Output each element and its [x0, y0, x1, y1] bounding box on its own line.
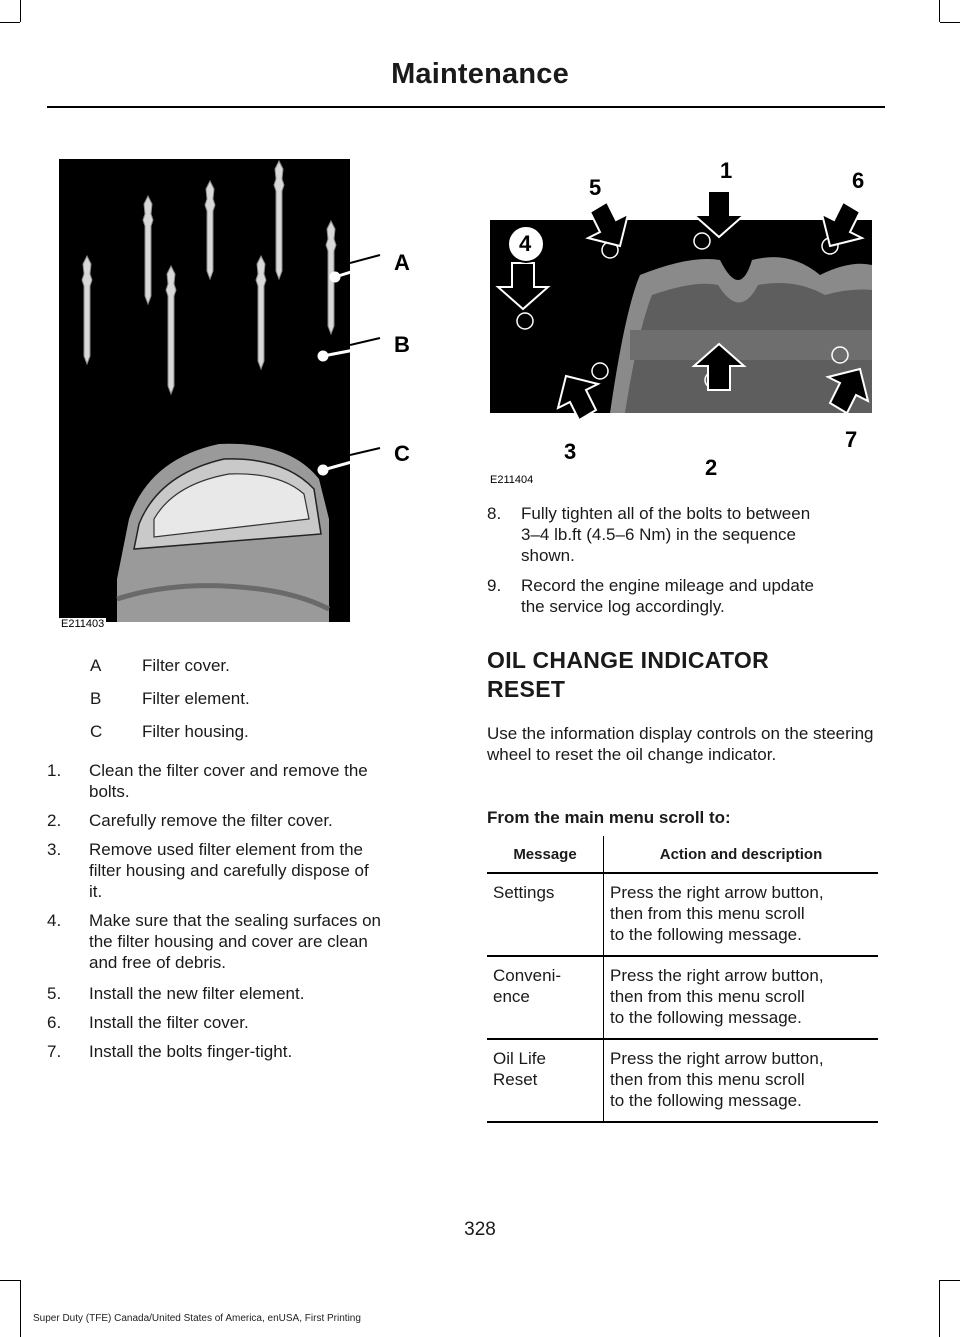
callout-4: 4: [519, 231, 532, 256]
arrow-4-icon: [498, 263, 548, 309]
arrow-3-icon: [558, 376, 598, 422]
section-title-line1: OIL CHANGE INDICATOR: [487, 647, 770, 673]
table-cell-action: Press the right arrow button, then from this menu scroll to the following message.: [604, 956, 879, 1039]
table-header-row: [487, 836, 878, 873]
step-number: 4.: [47, 911, 62, 930]
page-number: 328: [464, 1219, 496, 1240]
step-number: 6.: [47, 1013, 62, 1032]
table-row: [487, 1039, 878, 1122]
figure-code: E211403: [61, 618, 105, 630]
section-title-line2: RESET: [487, 676, 566, 702]
table-cell-action: Press the right arrow button, then from this menu scroll to the following message.: [604, 873, 879, 956]
table-cell-message: Conveni- ence: [487, 956, 604, 1039]
step-line: shown.: [521, 546, 575, 565]
step-number: 3.: [47, 840, 62, 859]
bolt-group: [82, 161, 336, 394]
step-line: Make sure that the sealing surfaces on: [89, 911, 381, 930]
step-line: Clean the filter cover and remove the: [89, 761, 368, 780]
step-line: Fully tighten all of the bolts to between: [521, 504, 811, 523]
step-number: 8.: [487, 504, 502, 523]
air-filter-illustration: [59, 159, 350, 622]
step-number: 1.: [47, 761, 62, 780]
section-subhead: From the main menu scroll to:: [487, 808, 731, 827]
legend-text: Filter cover.: [142, 656, 230, 675]
step-line: filter housing and carefully dispose of: [89, 861, 369, 880]
step-line: Install the bolts finger-tight.: [89, 1042, 293, 1061]
step-line: and free of debris.: [89, 953, 227, 972]
arrow-1-icon: [694, 191, 744, 237]
step-line: Carefully remove the filter cover.: [89, 811, 333, 830]
callout-a: A: [394, 250, 410, 275]
step-number: 5.: [47, 984, 62, 1003]
step-line: Remove used filter element from the: [89, 840, 364, 859]
step-line: Record the engine mileage and update: [521, 576, 814, 595]
crop-mark: [20, 1280, 21, 1337]
crop-mark: [0, 1280, 20, 1281]
table-header-action: Action and description: [604, 836, 879, 873]
crop-mark: [0, 22, 20, 23]
callout-6: 6: [852, 168, 865, 193]
table-cell-action: Press the right arrow button, then from this menu scroll to the following message.: [604, 1039, 879, 1122]
section-intro: Use the information display controls on the steering wheel to reset the oil change indicator.: [487, 724, 874, 764]
arrow-5-icon: [588, 200, 628, 246]
crop-mark: [20, 0, 21, 22]
crop-mark: [939, 1280, 940, 1337]
callout-c: C: [394, 441, 410, 466]
leader-extensions: [350, 250, 390, 470]
legend-key: A: [90, 656, 102, 675]
table-row: [487, 873, 878, 956]
step-number: 7.: [47, 1042, 62, 1061]
step-line: Install the new filter element.: [89, 984, 305, 1003]
step-line: the service log accordingly.: [521, 597, 725, 616]
step-line: it.: [89, 882, 103, 901]
legend-text: Filter housing.: [142, 722, 249, 741]
callout-b: B: [394, 332, 410, 357]
table-cell-message: Settings: [487, 873, 604, 956]
header-divider: [47, 106, 885, 108]
crop-mark: [940, 1280, 960, 1281]
step-number: 2.: [47, 811, 62, 830]
step-number: 9.: [487, 576, 502, 595]
figure-code: E211404: [490, 474, 534, 486]
step-line: bolts.: [89, 782, 130, 801]
callout-2: 2: [705, 455, 718, 480]
callout-7: 7: [845, 427, 858, 452]
sequence-arrows: [490, 185, 880, 435]
callout-1: 1: [720, 158, 733, 183]
step-line: 3–4 lb.ft (4.5–6 Nm) in the sequence: [521, 525, 796, 544]
step-line: the filter housing and cover are clean: [89, 932, 368, 951]
step-line: Install the filter cover.: [89, 1013, 249, 1032]
legend-key: C: [90, 722, 103, 741]
table-row: [487, 956, 878, 1039]
air-filter-drawing: [59, 159, 350, 622]
arrow-6-icon: [822, 200, 862, 246]
arrow-7-icon: [828, 369, 868, 415]
crop-mark: [939, 0, 940, 22]
menu-table: [487, 836, 878, 1123]
table-cell-message: Oil Life Reset: [487, 1039, 604, 1122]
page-title: Maintenance: [391, 58, 569, 90]
footer-text: Super Duty (TFE) Canada/United States of America, enUSA, First Printing: [33, 1313, 361, 1324]
arrow-2-icon: [694, 344, 744, 390]
table-header-message: Message: [487, 836, 604, 873]
legend-text: Filter element.: [142, 689, 250, 708]
callout-5: 5: [589, 175, 602, 200]
legend-key: B: [90, 689, 102, 708]
crop-mark: [940, 22, 960, 23]
callout-3: 3: [564, 439, 577, 464]
